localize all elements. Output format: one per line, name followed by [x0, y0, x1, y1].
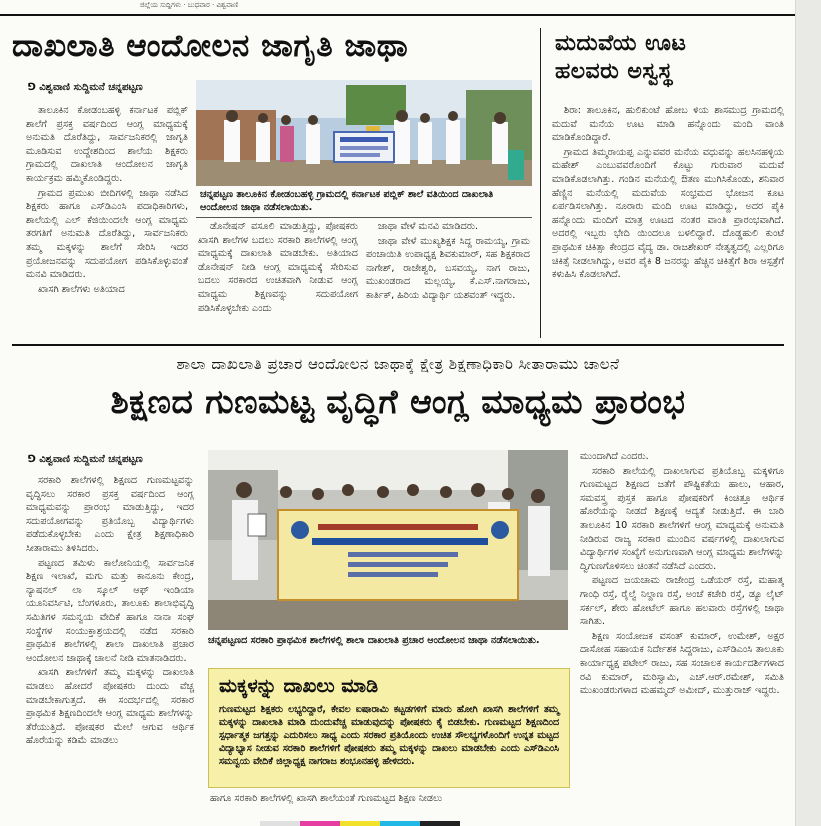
- column-divider: [540, 28, 541, 338]
- story3-column-1: ಸರಕಾರಿ ಶಾಲೆಗಳಲ್ಲಿ ಶಿಕ್ಷಣದ ಗುಣಮಟ್ಟವನ್ನು ವೃದ್ಧಿಸಲು ಸರಕಾರ ಪ್ರಸಕ್ತ ವರ್ಷದಿಂದ ಆಂಗ್ಲ ಮಾಧ್ಯಮವನ್ನು ಪ್ರಾರಂಭ ಮಾಡುತ್ತಿದ್ದು, ಇದರ ಸದುಪಯೋಗವನ್ನು ಪ್ರತಿಯೊಬ್ಬ ವಿದ್ಯಾರ್ಥಿಗಳು ಪಡೆದುಕೊಳ್ಳಬೇಕು ಎಂದು ಕ್ಷೇತ್ರ ಶಿಕ್ಷಣಾಧಿಕಾರಿ ಸೀತಾರಾಮು ತಿಳಿಸಿದರು. ಪಟ್ಟಣದ ತಮಿಳು ಕಾಲೋನಿಯಲ್ಲಿ ಸಾರ್ವಜನಿಕ ಶಿಕ್ಷಣ ಇಲಾಖೆ, ಮಗು ಮತ್ತು ಕಾನೂನು ಕೇಂದ್ರ, ನ್ಯಾಷನಲ್ ಲಾ ಸ್ಕೂಲ್ ಆಫ್ ಇಂಡಿಯಾ ಯೂನಿವರ್ಸಿಟಿ, ಬೆಂಗಳೂರು, ತಾಲೂಕು ಶಾಲಾಭಿವೃದ್ಧಿ ಸಮಿತಿಗಳ ಸಮನ್ವಯ ವೇದಿಕೆ ಹಾಗೂ ನಾನಾ ಸಂಘ ಸಂಸ್ಥೆಗಳ ಸಂಯುಕ್ತಾಶ್ರಯದಲ್ಲಿ ನಡೆದ ಸರಕಾರಿ ಪ್ರಾಥಮಿಕ ಶಾಲೆಗಳಲ್ಲಿ ಶಾಲಾ ದಾಖಲಾತಿ ಪ್ರಚಾರ ಆಂದೋಲನ ಜಾಥಾಕ್ಕೆ ಚಾಲನೆ ನೀಡಿ ಮಾತನಾಡಿದರು. ಖಾಸಗಿ ಶಾಲೆಗಳಿಗೆ ತಮ್ಮ ಮಕ್ಕಳನ್ನು ದಾಖಲಾತಿ ಮಾಡಲು ಹೋದರೆ ಪೋಷಕರು ದುಂದು ವೆಚ್ಚ ಮಾಡಬೇಕಾಗುತ್ತದೆ. ಈ ಸಂದರ್ಭದಲ್ಲಿ ಸರಕಾರ ಪ್ರಾಥಮಿಕ ಶಿಕ್ಷಣದಿಂದಲೇ ಆಂಗ್ಲ ಮಾಧ್ಯಮ ಶಾಲೆಗಳನ್ನು ತೆರೆಯುತ್ತಿದೆ. ಪೋಷಕರ ಮೇಲೆ ಆಗುವ ಆರ್ಥಿಕ ಹೊರೆಯನ್ನು ಕಡಿಮೆ ಮಾಡಲು: [26, 475, 194, 747]
- story1-photo: [196, 80, 532, 186]
- story3-headline: ಶಿಕ್ಷಣದ ಗುಣಮಟ್ಟ ವೃದ್ಧಿಗೆ ಆಂಗ್ಲ ಮಾಧ್ಯಮ ಪ್ರಾರಂಭ: [110, 382, 686, 421]
- byline-marker-icon: ⅁: [28, 454, 40, 465]
- highlight-box-text: ಗುಣಮಟ್ಟದ ಶಿಕ್ಷಕರು ಲಭ್ಯರಿದ್ದಾರೆ, ಕೇವಲ ಐಷಾರಾಮಿ ಕಟ್ಟಡಗಳಿಗೆ ಮಾರು ಹೋಗಿ ಖಾಸಗಿ ಶಾಲೆಗಳಿಗೆ ತಮ್ಮ ಮಕ್ಕಳನ್ನು ದಾಖಲಾತಿ ಮಾಡಿ ದುಂದುವೆಚ್ಚ ಮಾಡುವುದನ್ನು ಪೋಷಕರು ಕೈ ಬಿಡಬೇಕು. ಗುಣಮಟ್ಟದ ಶಿಕ್ಷಣದಿಂದ ಸ್ಪರ್ಧಾತ್ಮಕ ಜಗತ್ತನ್ನು ಎದುರಿಸಲು ಸಾಧ್ಯ ಎಂದು ಸರಕಾರ ಪ್ರತಿಯೊಂದು ಉಚಿತ ಸೌಲಭ್ಯಗಳೊಂದಿಗೆ ಉನ್ನತ ಮಟ್ಟದ ವಿದ್ಯಾಭ್ಯಾಸ ನೀಡುವ ಸರಕಾರಿ ಶಾಲೆಗಳಿಗೆ ಪೋಷಕರು ತಮ್ಮ ಮಕ್ಕಳನ್ನು ದಾಖಲು ಮಾಡಬೇಕು ಎಂದು ಎಸ್‌ಡಿಎಂಸಿ ಸಮನ್ವಯ ವೇದಿಕೆ ಜಿಲ್ಲಾಧ್ಯಕ್ಷ ನಾಗರಾಜ ಶಂಭೂನಹಳ್ಳಿ ಹೇಳಿದರು.: [219, 704, 559, 767]
- color-bar-cyan: [380, 821, 420, 826]
- top-rule: [0, 14, 795, 16]
- margin-strip: [795, 0, 821, 826]
- highlight-box-heading: ಮಕ್ಕಳನ್ನು ದಾಖಲು ಮಾಡಿ: [219, 675, 379, 697]
- story1-caption: ಚನ್ನಪಟ್ಟಣ ತಾಲೂಕಿನ ಕೋಡಂಬಹಳ್ಳಿ ಗ್ರಾಮದಲ್ಲಿ ಕರ್ನಾಟಕ ಪಬ್ಲಿಕ್ ಶಾಲೆ ವತಿಯಿಂದ ದಾಖಲಾತಿ ಆಂದೋಲನ ಜಾಥಾ ನಡೆಸಲಾಯಿತು.: [200, 189, 494, 213]
- color-bar-black: [420, 821, 460, 826]
- story1-headline: ದಾಖಲಾತಿ ಆಂದೋಲನ ಜಾಗೃತಿ ಜಾಥಾ: [12, 28, 409, 64]
- story3-photo: [208, 450, 568, 630]
- byline-marker-icon: ⅁: [28, 82, 40, 93]
- color-bar-yellow: [340, 821, 380, 826]
- story1-column-3: ಜಾಥಾ ವೇಳೆ ಮನವಿ ಮಾಡಿದರು. ಜಾಥಾ ವೇಳೆ ಮುಖ್ಯಶಿಕ್ಷಕ ಸಿದ್ದ ರಾಮಯ್ಯ, ಗ್ರಾಮ ಪಂಚಾಯಿತಿ ಉಪಾಧ್ಯಕ್ಷ ಶಿವಕುಮಾರ್, ಸಹ ಶಿಕ್ಷಕರಾದ ನಾಗೇಶ್, ರಾಜೇಶ್ವರಿ, ಬಸವಯ್ಯ, ನಾಗ ರಾಜು, ಮುಖಂಡರಾದ ಮಲ್ಲಯ್ಯ, ಕೆ.ಎಸ್.ನಾಗರಾಜು, ಕಾರ್ತಿಕ್, ಹಿರಿಯ ವಿದ್ಯಾರ್ಥಿ ಯಶವಂತ್ ಇದ್ದರು.: [366, 221, 530, 301]
- story3-bottom-line: ಹಾಗೂ ಸರಕಾರಿ ಶಾಲೆಗಳಲ್ಲಿ ಖಾಸಗಿ ಶಾಲೆಯಂತೆ ಗುಣಮಟ್ಟದ ಶಿಕ್ಷಣ ನೀಡಲು: [210, 793, 443, 804]
- story2-body: ಶಿರಾ: ತಾಲೂಕಿನ, ಹುಲಿಕುಂಟೆ ಹೋಬ ಳಿಯ ಶಾಸಮುದ್ರ ಗ್ರಾಮದಲ್ಲಿ ಮದುವೆ ಮನೆಯ ಊಟ ಮಾಡಿ ಹನ್ನೊಂದು ಮಂದಿ ವಾಂತಿ ಮಾಡಿಕೊಂಡಿದ್ದಾರೆ. ಗ್ರಾಮದ ತಿಮ್ಮರಾಯಪ್ಪ ಎನ್ನುವವರ ಮನೆಯ ವಧುವನ್ನು ಹಲಸಿನಹಳ್ಳಿಯ ಮಹೇಶ್ ಎಂಬುವವರೊಂದಿಗೆ ಕೊಟ್ಟು ಗುರುವಾರ ಮದುವೆ ಮಾಡಿಕೊಡಲಾಗಿತ್ತು. ಗಂಡಿನ ಮನೆಯಲ್ಲಿ ಔತಣ ಮುಗಿಸಿಕೊಂಡು, ಶನಿವಾರ ಹೆಣ್ಣಿನ ಮನೆಯಲ್ಲಿ ಮದುವೆಯ ಸಂಭ್ರಮದ ಭೋಜನ ಕೂಟ ಏರ್ಪಡಿಸಲಾಗಿತ್ತು. ನೂರಾರು ಮಂದಿ ಊಟ ಮಾಡಿದ್ದು, ಅದರ ಪೈಕಿ ಹನ್ನೊಂದು ಮಂದಿಗೆ ಮಾತ್ರ ಊಟದ ನಂತರ ವಾಂತಿ ಪ್ರಾರಂಭವಾಗಿದೆ. ಅದರಲ್ಲಿ ಇಬ್ಬರು ಭೇದಿ ಯಿಂದಲೂ ಬಳಲಿದ್ದಾರೆ. ದೊಡ್ಡಹುಲಿ ಕುಂಟೆ ಪ್ರಾಥಮಿಕ ಚಿಕಿತ್ಸಾ ಕೇಂದ್ರದ ವೈದ್ಯ ಡಾ. ರಾಜಶೇಖರ್ ನೇತೃತ್ವದಲ್ಲಿ ಎಲ್ಲರಿಗೂ ಚಿಕಿತ್ಸೆ ನೀಡಲಾಗಿದ್ದು, ಅವರ ಪೈಕಿ 8 ಜನರನ್ನು ಹೆಚ್ಚಿನ ಚಿಕಿತ್ಸೆಗೆ ಶಿರಾ ಆಸ್ಪತ್ರೆಗೆ ಕಳುಹಿಸಿ ಕೊಡಲಾಗಿದೆ.: [552, 105, 784, 281]
- story3-caption: ಚನ್ನಪಟ್ಟಣದ ಸರಕಾರಿ ಪ್ರಾಥಮಿಕ ಶಾಲೆಗಳಲ್ಲಿ ಶಾಲಾ ದಾಖಲಾತಿ ಪ್ರಚಾರ ಆಂದೋಲನ ಜಾಥಾ ನಡೆಸಲಾಯಿತು.: [208, 635, 540, 646]
- story2-headline: ಮದುವೆಯ ಊಟ ಹಲವರು ಅಸ್ವಸ್ಥ: [555, 31, 687, 84]
- color-bar-magenta: [300, 821, 340, 826]
- story1-byline: ⅁ ವಿಶ್ವವಾಣಿ ಸುದ್ದಿಮನೆ ಚನ್ನಪಟ್ಟಣ: [28, 82, 143, 93]
- top-strip: ಜಿಲ್ಲೆಯ ಸುದ್ದಿಗಳು · ಬುಧವಾರ · ವಿಶ್ವವಾಣಿ: [140, 1, 239, 9]
- story1-column-1: ತಾಲೂಕಿನ ಕೋಡಂಬಹಳ್ಳಿ ಕರ್ನಾಟಕ ಪಬ್ಲಿಕ್ ಶಾಲೆಗೆ ಪ್ರಸಕ್ತ ವರ್ಷದಿಂದ ಆಂಗ್ಲ ಮಾಧ್ಯಮಕ್ಕೆ ಅನುಮತಿ ದೊರೆತಿದ್ದು, ಸಾರ್ವಜನಿಕರಲ್ಲಿ ಜಾಗೃತಿ ಮೂಡಿಸುವ ಉದ್ದೇಶದಿಂದ ಶಾಲೆಯ ಶಿಕ್ಷಕರು ಗ್ರಾಮದಲ್ಲಿ ದಾಖಲಾತಿ ಆಂದೋಲನ ಜಾಗೃತಿ ಕಾರ್ಯಕ್ರಮ ಹಮ್ಮಿಕೊಂಡಿದ್ದರು. ಗ್ರಾಮದ ಪ್ರಮುಖ ಬೀದಿಗಳಲ್ಲಿ ಜಾಥಾ ನಡೆಸಿದ ಶಿಕ್ಷಕರು ಹಾಗೂ ಎಸ್‌ಡಿಎಂಸಿ ಪದಾಧಿಕಾರಿಗಳು, ಶಾಲೆಯಲ್ಲಿ ಎಲ್ ಕೆಜಿಯಿಂದಲೇ ಆಂಗ್ಲ ಮಾಧ್ಯಮ ತರಗತಿಗೆ ಅನುಮತಿ ದೊರೆತಿದ್ದು, ಸಾರ್ವಜನಿಕರು ತಮ್ಮ ಮಕ್ಕಳನ್ನು ಶಾಲೆಗೆ ಸೇರಿಸಿ ಇದರ ಪ್ರಯೋಜನವನ್ನು ಸದುಪಯೋಗ ಪಡಿಸಿಕೊಳ್ಳುವಂತೆ ಮನವಿ ಮಾಡಿದರು. ಖಾಸಗಿ ಶಾಲೆಗಳು ಅತಿಯಾದ: [26, 105, 188, 295]
- story3-kicker: ಶಾಲಾ ದಾಖಲಾತಿ ಪ್ರಚಾರ ಆಂದೋಲನ ಜಾಥಾಕ್ಕೆ ಕ್ಷೇತ್ರ ಶಿಕ್ಷಣಾಧಿಕಾರಿ ಸೀತಾರಾಮು ಚಾಲನೆ: [176, 355, 620, 373]
- story3-byline: ⅁ ವಿಶ್ವವಾಣಿ ಸುದ್ದಿಮನೆ ಚನ್ನಪಟ್ಟಣ: [28, 454, 143, 465]
- color-bar-gray: [260, 821, 300, 826]
- section-rule: [12, 344, 784, 346]
- caption-rule: [196, 217, 532, 218]
- story3-column-3: ಮುಂದಾಗಿದೆ ಎಂದರು. ಸರಕಾರಿ ಶಾಲೆಯಲ್ಲಿ ದಾಖಲಾಗುವ ಪ್ರತಿಯೊಬ್ಬ ಮಕ್ಕಳಿಗೂ ಗುಣಮಟ್ಟದ ಶಿಕ್ಷಣದ ಜತೆಗೆ ಪೌಷ್ಟಿಕತೆಯ ಹಾಲು, ಆಹಾರ, ಸಮವಸ್ತ್ರ ಪುಸ್ತಕ ಹಾಗೂ ಪೋಷಕರಿಗೆ ಕಿಂಚಿತ್ತೂ ಆರ್ಥಿಕ ಹೊರೆಯನ್ನು ನೀಡದೆ ಶಿಕ್ಷಣಕ್ಕೆ ಆದ್ಯತೆ ನೀಡುತ್ತಿದೆ. ಈ ಬಾರಿ ತಾಲೂಕಿನ 10 ಸರಕಾರಿ ಶಾಲೆಗಳಿಗೆ ಆಂಗ್ಲ ಮಾಧ್ಯಮಕ್ಕೆ ಅನುಮತಿ ನೀಡಿರುವ ರಾಜ್ಯ ಸರಕಾರ ಮುಂದಿನ ವರ್ಷಗಳಲ್ಲಿ ದಾಖಲಾಗುವ ವಿದ್ಯಾರ್ಥಿಗಳ ಸಂಖ್ಯೆಗೆ ಅನುಗುಣವಾಗಿ ಆಂಗ್ಲ ಮಾಧ್ಯಮ ಶಾಲೆಗಳನ್ನು ದ್ವಿಗುಣಗೊಳಿಸಲು ಚಿಂತನೆ ನಡೆಸಿದೆ ಎಂದರು. ಪಟ್ಟಣದ ಜಯಚಾಮ ರಾಜೇಂದ್ರ ಒಡೆಯರ್ ರಸ್ತೆ, ಮಹಾತ್ಮ ಗಾಂಧಿ ರಸ್ತೆ, ರೈಲ್ವೆ ನಿಲ್ದಾಣ ರಸ್ತೆ, ಅಂಚೆ ಕಚೇರಿ ರಸ್ತೆ, ಡ್ಯೂ ಲೈಟ್ ಸರ್ಕಲ್, ಶೇರು ಹೋಟೆಲ್ ಹಾಗೂ ಹಲವಾರು ರಸ್ತೆಗಳಲ್ಲಿ ಜಾಥಾ ಸಾಗಿತು. ಶಿಕ್ಷಣ ಸಂಯೋಜಕ ವಸಂತ್ ಕುಮಾರ್, ಉಮೇಶ್, ಅಕ್ಷರ ದಾಸೋಹ ಸಹಾಯಕ ನಿರ್ದೇಶಕ ಸಿದ್ದರಾಜು, ಎಸ್‌ಡಿಎಂಸಿ ತಾಲೂಕು ಕಾರ್ಯಾಧ್ಯಕ್ಷ ಪಟೇಲ್ ರಾಜು, ಸಹ ಸಂಚಾಲಕ ಕಾರ್ಯದರ್ಶಿಗಳಾದ ರವಿ ಕುಮಾರ್, ಮರಿಸ್ವಾಮಿ, ಎಚ್.ಆರ್.ರಮೇಶ್, ಸಮಿತಿ ಮುಖಂಡರುಗಳಾದ ಮಹಮ್ಮದ್ ಅಮೀದ್, ಮುತ್ತುರಾಜ್ ಇದ್ದರು.: [580, 451, 784, 697]
- story1-column-2: ಡೊನೇಷನ್ ವಸೂಲಿ ಮಾಡುತ್ತಿದ್ದು, ಪೋಷಕರು ಖಾಸಗಿ ಶಾಲೆಗಳ ಬದಲು ಸರಕಾರಿ ಶಾಲೆಗಳಲ್ಲಿ ಆಂಗ್ಲ ಮಾಧ್ಯಮಕ್ಕೆ ದಾಖಲಾತಿ ಮಾಡಬೇಕು. ಅತಿಯಾದ ಡೊನೇಷನ್ ನೀಡಿ ಆಂಗ್ಲ ಮಾಧ್ಯಮಕ್ಕೆ ಸೇರಿಸುವ ಬದಲು ಸರಕಾರದ ಉಚಿತವಾಗಿ ನೀಡುವ ಆಂಗ್ಲ ಮಾಧ್ಯಮ ಶಿಕ್ಷಣವನ್ನು ಸದುಪಯೋಗ ಪಡಿಸಿಕೊಳ್ಳಬೇಕು ಎಂದು: [198, 221, 358, 314]
- highlight-box: [208, 668, 570, 788]
